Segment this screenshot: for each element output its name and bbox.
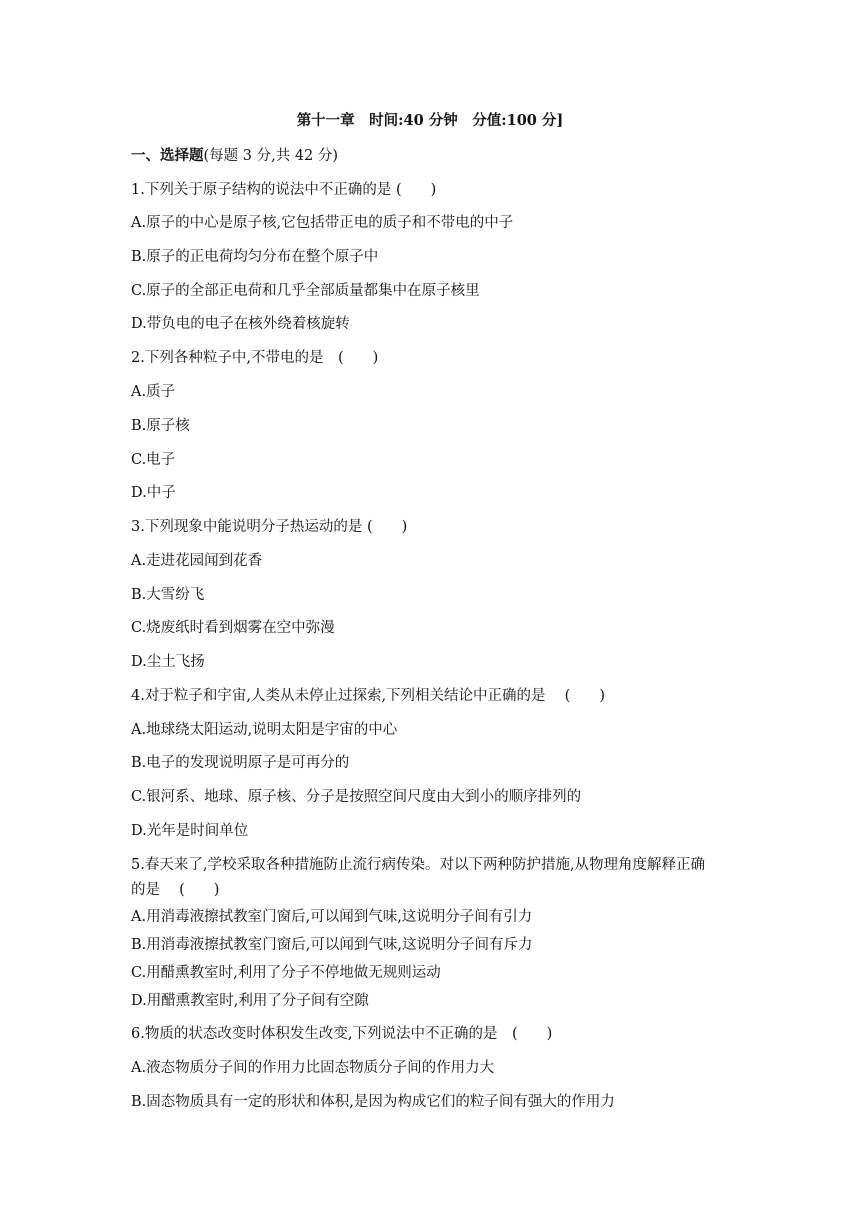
question-5-option-d: D.用醋熏教室时,利用了分子间有空隙 <box>131 993 369 1009</box>
question-1-option-b: B.原子的正电荷均匀分布在整个原子中 <box>131 249 379 265</box>
question-3-option-b: B.大雪纷飞 <box>131 587 205 603</box>
question-2-stem: 2.下列各种粒子中,不带电的是 ( ) <box>131 350 379 366</box>
question-5-stem-line-1: 5.春天来了,学校采取各种措施防止流行病传染。对以下两种防护措施,从物理角度解释正确 <box>131 857 706 873</box>
question-4-option-c: C.银河系、地球、原子核、分子是按照空间尺度由大到小的顺序排列的 <box>131 789 582 805</box>
question-3-option-c: C.烧废纸时看到烟雾在空中弥漫 <box>131 620 335 636</box>
question-1-option-a: A.原子的中心是原子核,它包括带正电的质子和不带电的中子 <box>131 215 514 231</box>
question-1-option-c: C.原子的全部正电荷和几乎全部质量都集中在原子核里 <box>131 283 480 299</box>
question-3-stem: 3.下列现象中能说明分子热运动的是 ( ) <box>131 519 408 535</box>
question-1-option-d: D.带负电的电子在核外绕着核旋转 <box>131 316 350 332</box>
question-6-option-a: A.液态物质分子间的作用力比固态物质分子间的作用力大 <box>131 1060 495 1076</box>
question-6-stem: 6.物质的状态改变时体积发生改变,下列说法中不正确的是 ( ) <box>131 1026 553 1042</box>
question-5-option-c: C.用醋熏教室时,利用了分子不停地做无规则运动 <box>131 965 441 981</box>
question-4-stem: 4.对于粒子和宇宙,人类从未停止过探索,下列相关结论中正确的是 ( ) <box>131 688 605 704</box>
question-1-stem: 1.下列关于原子结构的说法中不正确的是 ( ) <box>131 182 437 198</box>
question-3-option-a: A.走进花园闻到花香 <box>131 553 263 569</box>
question-3-option-d: D.尘土飞扬 <box>131 654 205 670</box>
question-5-option-a: A.用消毒液擦拭教室门窗后,可以闻到气味,这说明分子间有引力 <box>131 909 533 925</box>
question-2-option-c: C.电子 <box>131 452 176 468</box>
question-2-option-b: B.原子核 <box>131 418 190 434</box>
section-heading <box>131 146 338 166</box>
question-4-option-b: B.电子的发现说明原子是可再分的 <box>131 755 350 771</box>
question-6-option-b: B.固态物质具有一定的形状和体积,是因为构成它们的粒子间有强大的作用力 <box>131 1094 615 1110</box>
question-4-option-a: A.地球绕太阳运动,说明太阳是宇宙的中心 <box>131 722 398 738</box>
question-2-option-a: A.质子 <box>131 384 176 400</box>
page-title: 第十一章 时间:40 分钟 分值:100 分] <box>296 112 564 129</box>
question-2-option-d: D.中子 <box>131 485 176 501</box>
question-4-option-d: D.光年是时间单位 <box>131 823 249 839</box>
section-scoring-note: (每题 3 分,共 42 分) <box>203 148 339 164</box>
question-5-stem-line-2: 的是 ( ) <box>131 882 220 898</box>
question-5-option-b: B.用消毒液擦拭教室门窗后,可以闻到气味,这说明分子间有斥力 <box>131 937 533 953</box>
section-heading-label: 一、选择题 <box>131 147 204 164</box>
